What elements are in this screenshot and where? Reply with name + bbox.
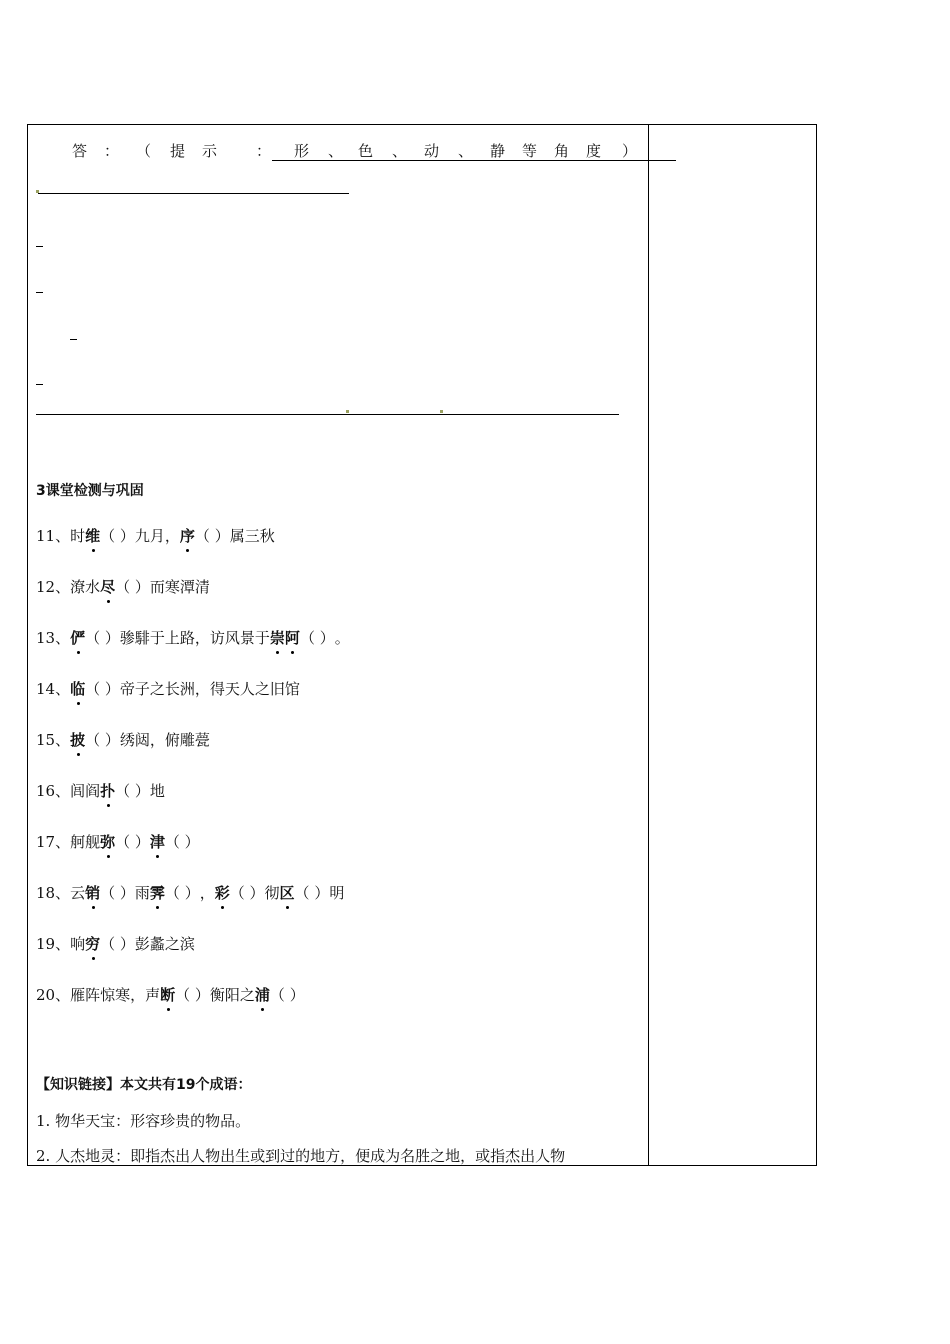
answer-label-char: 答	[72, 142, 88, 160]
question-text: 彭蠡之滨	[134, 935, 195, 953]
emphasized-char: 临	[70, 680, 86, 698]
answer-blank[interactable]: （ ）	[100, 527, 135, 545]
hint-char: ：	[256, 142, 272, 160]
question-text: 九月，	[134, 527, 180, 545]
hint-char: 、	[458, 142, 474, 160]
question-text: 19、响	[36, 935, 86, 953]
question-row	[36, 729, 210, 750]
answer-blank[interactable]: （ ）	[175, 986, 210, 1004]
question-text: 明	[329, 884, 345, 902]
answer-blank[interactable]: （ ）	[115, 578, 150, 596]
answer-blank[interactable]: （ ）	[299, 629, 335, 647]
hint-char: 色	[358, 142, 374, 160]
hint-char: 、	[328, 142, 344, 160]
question-row	[36, 627, 350, 648]
dot-mark	[440, 410, 443, 413]
question-text: 地	[149, 782, 165, 800]
answer-blank-line[interactable]	[36, 414, 619, 415]
question-row	[36, 525, 275, 546]
answer-blank[interactable]: （ ）	[269, 986, 305, 1004]
question-row	[36, 882, 344, 903]
dot-mark	[346, 410, 349, 413]
question-text: 12、潦水	[36, 578, 101, 596]
emphasized-char: 俨	[70, 629, 86, 647]
question-text: 帝子之长洲，得天人之旧馆	[119, 680, 300, 698]
question-text: 而寒潭清	[149, 578, 210, 596]
question-row	[36, 933, 195, 954]
hint-char: 度	[586, 142, 602, 160]
question-text: 13、	[36, 629, 71, 647]
answer-blank[interactable]: （ ）	[229, 884, 265, 902]
emphasized-char: 浦	[254, 986, 270, 1004]
idiom-item: 1. 物华天宝：形容珍贵的物品。	[36, 1112, 251, 1130]
answer-blank-line[interactable]	[38, 193, 349, 194]
answer-blank[interactable]: （ ）	[85, 731, 120, 749]
answer-label-char: ：	[104, 142, 120, 160]
blank-tick	[36, 246, 43, 247]
question-text: 属三秋	[229, 527, 275, 545]
hint-char: 、	[392, 142, 408, 160]
question-text: 骖騑于上路，访风景于	[119, 629, 270, 647]
question-row	[36, 780, 165, 801]
emphasized-char: 销	[85, 884, 101, 902]
emphasized-char: 津	[149, 833, 165, 851]
emphasized-char: 霁	[149, 884, 165, 902]
question-text: ，	[199, 884, 215, 902]
question-text: 17、舸舰	[36, 833, 101, 851]
blank-tick	[36, 384, 43, 385]
emphasized-char: 穷	[85, 935, 101, 953]
knowledge-link-title: 【知识链接】本文共有19个成语：	[36, 1077, 252, 1093]
answer-blank[interactable]: （ ）	[100, 884, 135, 902]
question-text: 20、雁阵惊寒，声	[36, 986, 161, 1004]
question-text: 14、	[36, 680, 71, 698]
column-divider	[648, 124, 649, 1166]
question-text: 彻	[264, 884, 280, 902]
blank-tick	[70, 339, 77, 340]
question-row	[36, 678, 300, 699]
idiom-item: 2. 人杰地灵：即指杰出人物出生或到过的地方，便成为名胜之地，或指杰出人物	[36, 1147, 566, 1165]
question-row	[36, 831, 200, 852]
hint-underline	[272, 160, 676, 161]
emphasized-char: 弥	[100, 833, 116, 851]
hint-char: 等	[522, 142, 538, 160]
answer-blank[interactable]: （ ）	[115, 833, 150, 851]
hint-char: ）	[622, 142, 638, 160]
answer-blank[interactable]: （ ）	[164, 833, 200, 851]
question-row	[36, 984, 305, 1005]
emphasized-char: 崇	[269, 629, 285, 647]
emphasized-char: 扑	[100, 782, 116, 800]
question-text: 11、时	[36, 527, 86, 545]
hint-char: 动	[424, 142, 440, 160]
hint-char: 形	[294, 142, 310, 160]
answer-prompt-row	[36, 140, 640, 162]
question-text: 16、闾阎	[36, 782, 101, 800]
question-text: 18、云	[36, 884, 86, 902]
answer-blank[interactable]: （ ）	[85, 680, 120, 698]
answer-label-char: （	[136, 142, 152, 160]
question-text: 雨	[134, 884, 150, 902]
blank-tick	[36, 292, 43, 293]
question-row	[36, 576, 210, 597]
answer-label-char: 提	[170, 142, 186, 160]
answer-blank[interactable]: （ ）	[294, 884, 330, 902]
emphasized-char: 披	[70, 731, 86, 749]
hint-char: 静	[490, 142, 506, 160]
emphasized-char: 维	[85, 527, 101, 545]
question-text: 15、	[36, 731, 71, 749]
emphasized-char: 阿	[284, 629, 300, 647]
question-text: 绣闼，俯雕甍	[119, 731, 210, 749]
hint-char: 角	[554, 142, 570, 160]
emphasized-char: 彩	[214, 884, 230, 902]
answer-blank[interactable]: （ ）	[194, 527, 230, 545]
answer-label-char: 示	[202, 142, 218, 160]
emphasized-char: 尽	[100, 578, 116, 596]
answer-blank[interactable]: （ ）	[164, 884, 200, 902]
answer-blank[interactable]: （ ）	[115, 782, 150, 800]
emphasized-char: 区	[279, 884, 295, 902]
question-text: 。	[334, 629, 350, 647]
section-title: 3课堂检测与巩固	[36, 483, 144, 499]
emphasized-char: 断	[160, 986, 176, 1004]
answer-blank[interactable]: （ ）	[85, 629, 120, 647]
question-text: 衡阳之	[209, 986, 255, 1004]
answer-blank[interactable]: （ ）	[100, 935, 135, 953]
emphasized-char: 序	[179, 527, 195, 545]
